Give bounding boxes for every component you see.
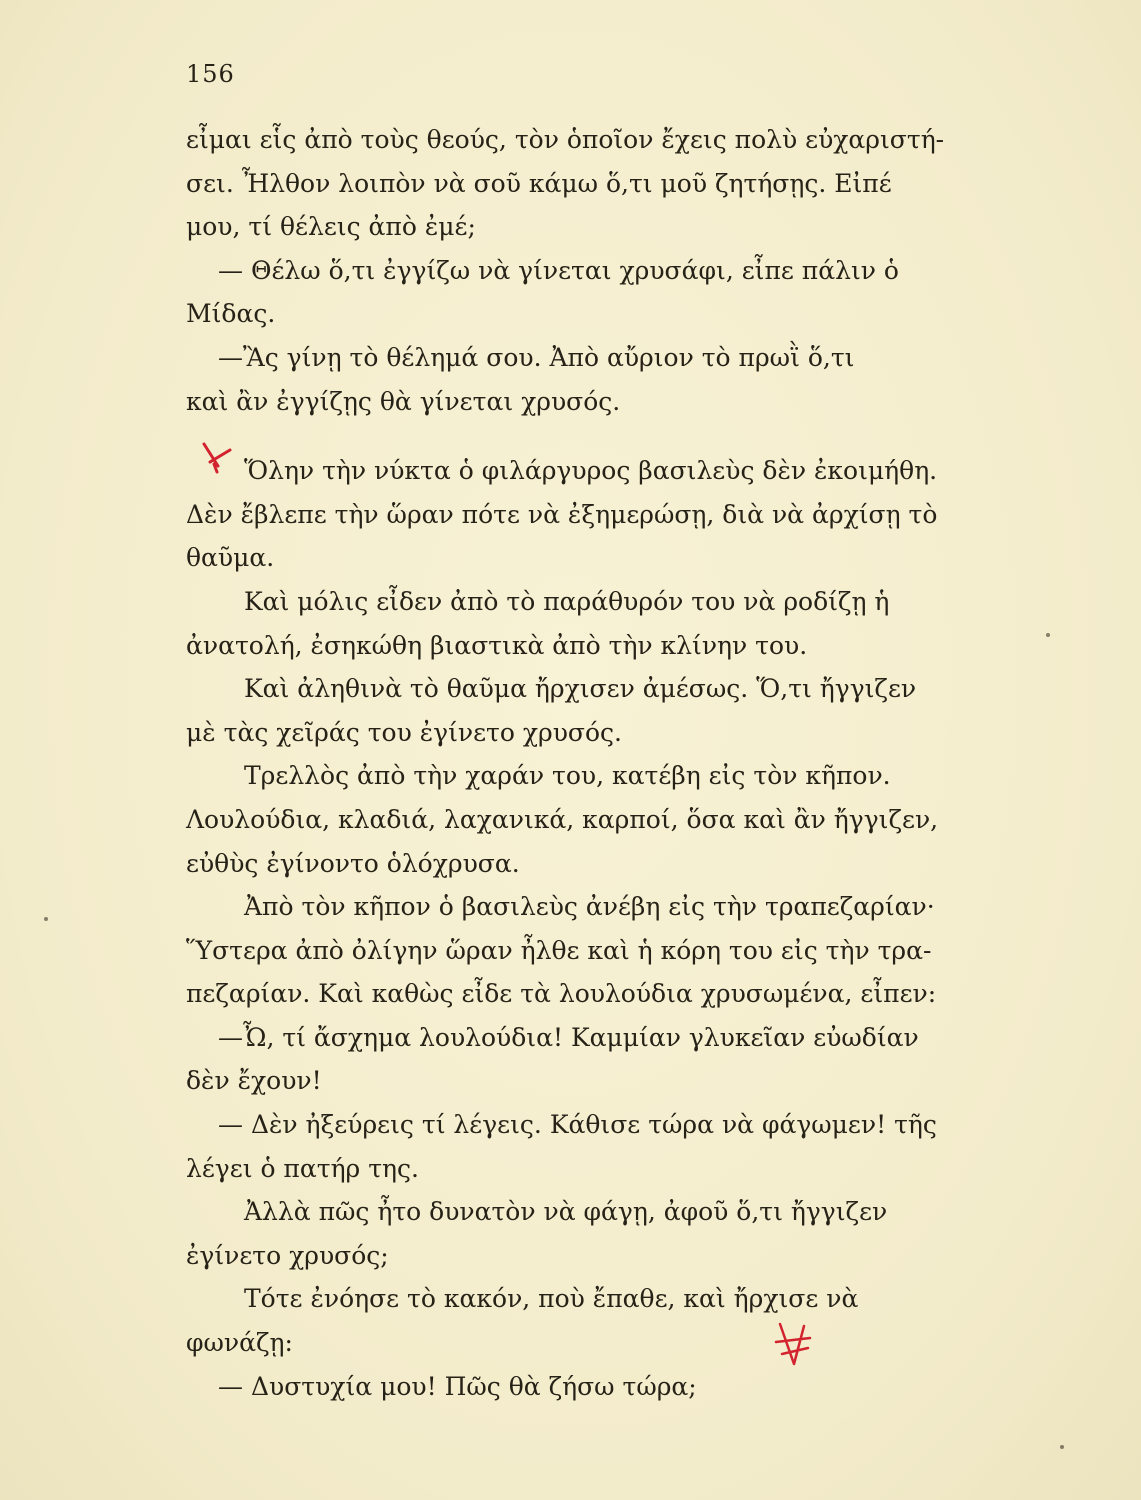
text-line: — Δυστυχία μου! Πῶς θὰ ζήσω τώρα; [218,1371,697,1401]
text-line: Καὶ μόλις εἶδεν ἀπὸ τὸ παράθυρόν του νὰ ροδίζῃ ἡ [244,586,890,616]
text-line: πεζαρίαν. Καὶ καθὼς εἶδε τὰ λουλούδια χρυσωμένα, εἶπεν: [186,979,937,1009]
text-line: — Δὲν ἠξεύρεις τί λέγεις. Κάθισε τώρα νὰ φάγωμεν! τῆς [218,1110,937,1140]
text-line: εἶμαι εἷς ἀπὸ τοὺς θεούς, τὸν ὁποῖον ἔχεις πολὺ εὐχαριστή- [186,125,945,154]
body-text [186,118,1016,1408]
text-line: θαῦμα. [186,543,275,573]
text-line: μὲ τὰς χεῖράς του ἐγίνετο χρυσός. [186,717,622,747]
text-line: φωνάζῃ: [186,1328,293,1358]
text-line: —Ἂς γίνῃ τὸ θέλημά σου. Ἀπὸ αὔριον τὸ πρωῒ ὅ,τι [218,342,855,372]
text-line: Ὕστερα ἀπὸ ὀλίγην ὥραν ἦλθε καὶ ἡ κόρη του εἰς τὴν τρα- [186,935,932,965]
text-line: ἐγίνετο χρυσός; [186,1240,389,1270]
text-line: Τότε ἐνόησε τὸ κακόν, ποὺ ἔπαθε, καὶ ἤρχισε νὰ [244,1284,859,1314]
text-line: — Θέλω ὅ,τι ἐγγίζω νὰ γίνεται χρυσάφι, εἶπε πάλιν ὁ [218,255,899,285]
text-line: λέγει ὁ πατήρ της. [186,1153,419,1183]
paper-speck [1060,1445,1064,1449]
text-line: δὲν ἔχουν! [186,1066,322,1096]
text-line: Ἀλλὰ πῶς ἦτο δυνατὸν νὰ φάγῃ, ἀφοῦ ὅ,τι ἤγγιζεν [244,1197,888,1227]
text-line: Μίδας. [186,299,276,329]
text-line: Λουλούδια, κλαδιά, λαχανικά, καρποί, ὅσα καὶ ἂν ἤγγιζεν, [186,804,939,834]
paragraph-gap [186,423,1016,449]
text-line: σει. Ἦλθον λοιπὸν νὰ σοῦ κάμω ὅ,τι μοῦ ζητήσῃς. Εἰπέ [186,168,892,198]
text-line: μου, τί θέλεις ἀπὸ ἐμέ; [186,212,476,242]
text-line: Δὲν ἔβλεπε τὴν ὥραν πότε νὰ ἐξημερώσῃ, διὰ νὰ ἀρχίσῃ τὸ [186,499,938,529]
red-pen-mark-icon [196,440,236,480]
text-line: ἀνατολή, ἐσηκώθη βιαστικὰ ἀπὸ τὴν κλίνην του. [186,630,808,660]
text-line: —Ὦ, τί ἄσχημα λουλούδια! Καμμίαν γλυκεῖαν εὐωδίαν [218,1022,919,1052]
page-number: 156 [186,60,235,88]
text-line: Τρελλὸς ἀπὸ τὴν χαράν του, κατέβη εἰς τὸν κῆπον. [244,761,891,791]
paper-speck [44,917,48,921]
text-line: Ὅλην τὴν νύκτα ὁ φιλάργυρος βασιλεὺς δὲν ἐκοιμήθη. [244,456,938,486]
text-line: καὶ ἂν ἐγγίζῃς θὰ γίνεται χρυσός. [186,386,621,416]
text-line: εὐθὺς ἐγίνοντο ὁλόχρυσα. [186,848,520,878]
red-star-mark-icon [772,1318,816,1370]
text-line: Καὶ ἀληθινὰ τὸ θαῦμα ἤρχισεν ἀμέσως. Ὅ,τι ἤγγιζεν [244,674,917,704]
text-line: Ἀπὸ τὸν κῆπον ὁ βασιλεὺς ἀνέβη εἰς τὴν τραπεζαρίαν· [244,892,935,922]
paper-speck [1046,633,1050,637]
